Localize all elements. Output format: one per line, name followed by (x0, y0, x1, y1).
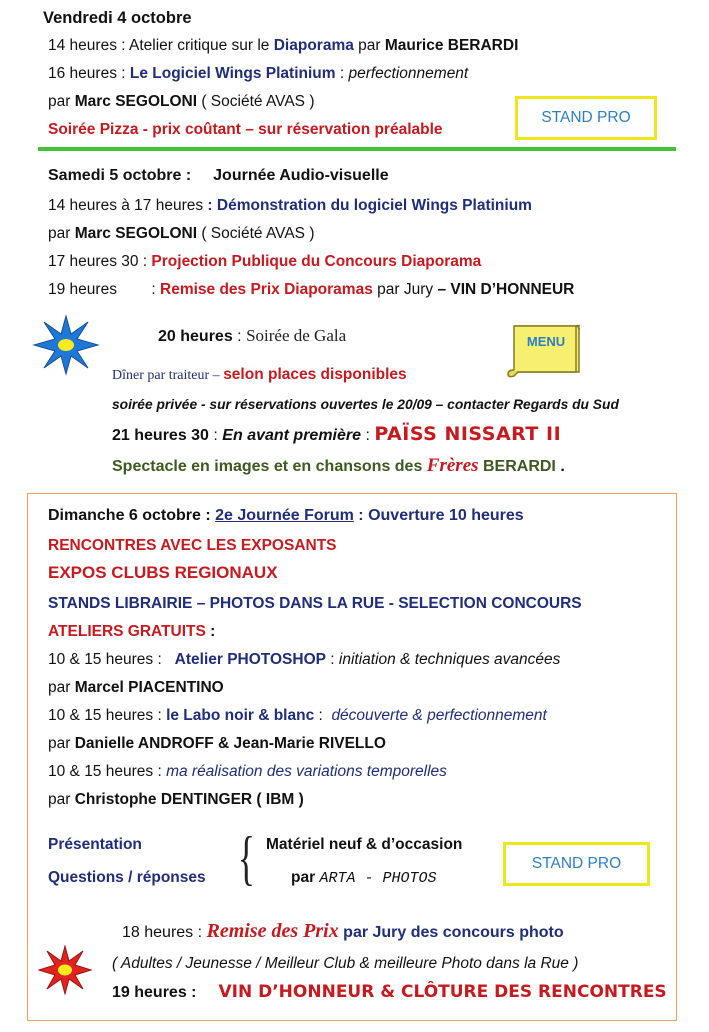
freres: Frères (426, 455, 479, 476)
materiel: Matériel neuf & d’occasion (266, 836, 463, 853)
atelier-3-speaker: par Christophe DENTINGER ( IBM ) (48, 791, 304, 808)
topic: Diaporama (273, 37, 354, 54)
atelier-1-speaker: par Marcel PIACENTINO (48, 679, 224, 696)
time: 14 heures : Atelier critique sur le (48, 37, 274, 54)
stand-pro-badge: STAND PRO (515, 96, 657, 140)
curly-brace: { (237, 825, 256, 891)
questions-reponses: Questions / réponses (48, 869, 206, 886)
topic: Remise des Prix Diaporamas (160, 281, 373, 298)
gala-time: 20 heures (158, 328, 233, 345)
friday-title: Vendredi 4 octobre (43, 9, 192, 27)
saturday-line-2: par Marc SEGOLONI ( Société AVAS ) (48, 225, 315, 242)
sunday-title-line: Dimanche 6 octobre : 2e Journée Forum : Ouverture 10 heures (48, 507, 524, 524)
gala-line: 20 heures : Soirée de Gala (158, 326, 347, 345)
categories: ( Adultes / Jeunesse / Meilleur Club & meilleure Photo dans la Rue ) (112, 955, 579, 972)
sunday-title: Dimanche 6 octobre (48, 507, 201, 524)
remise-prix: Remise des Prix (206, 920, 339, 942)
saturday-line-4: 19 heures : Remise des Prix Diaporamas par Jury – VIN D’HONNEUR (48, 281, 575, 298)
stand-pro-badge: STAND PRO (503, 842, 650, 886)
friday-line-3: par Marc SEGOLONI ( Société AVAS ) (48, 93, 315, 110)
arta-line: par ARTA - PHOTOS (291, 869, 437, 887)
atelier-2-speaker: par Danielle ANDROFF & Jean-Marie RIVELLO (48, 735, 386, 752)
atelier-3: 10 & 15 heures : ma réalisation des variations temporelles (48, 763, 447, 780)
cloture-line: 19 heures : VIN D’HONNEUR & CLÔTURE DES RENCONTRES (112, 982, 667, 1002)
saturday-title: Samedi 5 octobre : Journée Audio-visuelle (48, 167, 389, 184)
soiree-privee: soirée privée - sur réservations ouvertes le 20/09 – contacter Regards du Sud (112, 397, 619, 412)
atelier-2: 10 & 15 heures : le Labo noir & blanc : découverte & perfectionnement (48, 707, 547, 724)
stands-librairie: STANDS LIBRAIRIE – PHOTOS DANS LA RUE - SELECTION CONCOURS (48, 595, 582, 612)
show-title: PAÏSS NISSART II (374, 423, 562, 445)
speaker: Maurice BERARDI (384, 37, 519, 54)
friday-line-2: 16 heures : Le Logiciel Wings Platinium : perfectionnement (48, 65, 469, 82)
expos-clubs: EXPOS CLUBS REGIONAUX (48, 563, 278, 582)
forum: 2e Journée Forum (215, 507, 354, 524)
note: perfectionnement (348, 65, 469, 82)
blue-star-icon (32, 314, 100, 376)
red-star-icon (38, 945, 92, 995)
scroll-icon (504, 322, 580, 378)
topic: Projection Publique du Concours Diaporama (151, 253, 482, 270)
friday-line-1: 14 heures : Atelier critique sur le Diaporama par Maurice BERARDI (48, 37, 519, 54)
friday-pizza: Soirée Pizza - prix coûtant – sur réservation préalable (48, 121, 443, 138)
rencontres: RENCONTRES AVEC LES EXPOSANTS (48, 537, 337, 554)
green-divider (38, 147, 676, 151)
saturday-line-3: 17 heures 30 : Projection Publique du Concours Diaporama (48, 253, 482, 270)
presentation: Présentation (48, 836, 142, 853)
menu-label: MENU (526, 334, 566, 349)
ateliers-line: ATELIERS GRATUITS : (48, 623, 216, 640)
arta-photos: ARTA - PHOTOS (319, 870, 437, 887)
speaker: Marc SEGOLONI (74, 225, 198, 242)
speaker: Marc SEGOLONI (74, 93, 198, 110)
vin-honneur: – VIN D’HONNEUR (437, 281, 575, 298)
topic: : Démonstration du logiciel Wings Platinium (207, 197, 532, 214)
diner-line: Dîner par traiteur – selon places disponibles (112, 366, 407, 383)
menu-scroll (504, 322, 580, 378)
topic: Le Logiciel Wings Platinium (129, 65, 336, 82)
saturday-line-1: 14 heures à 17 heures : Démonstration du logiciel Wings Platinium (48, 197, 532, 214)
remise-prix-line: 18 heures : Remise des Prix par Jury des concours photo (122, 920, 564, 942)
spectacle-line: Spectacle en images et en chansons des Frères BERARDI . (112, 455, 565, 476)
vin-cloture: VIN D’HONNEUR & CLÔTURE DES RENCONTRES (218, 982, 667, 1002)
saturday-subtitle: Journée Audio-visuelle (213, 167, 389, 184)
avant-premiere-line: 21 heures 30 : En avant première : PAÏSS NISSART II (112, 423, 562, 445)
atelier-1: 10 & 15 heures : Atelier PHOTOSHOP : initiation & techniques avancées (48, 651, 561, 668)
gala-title: Soirée de Gala (246, 326, 347, 345)
